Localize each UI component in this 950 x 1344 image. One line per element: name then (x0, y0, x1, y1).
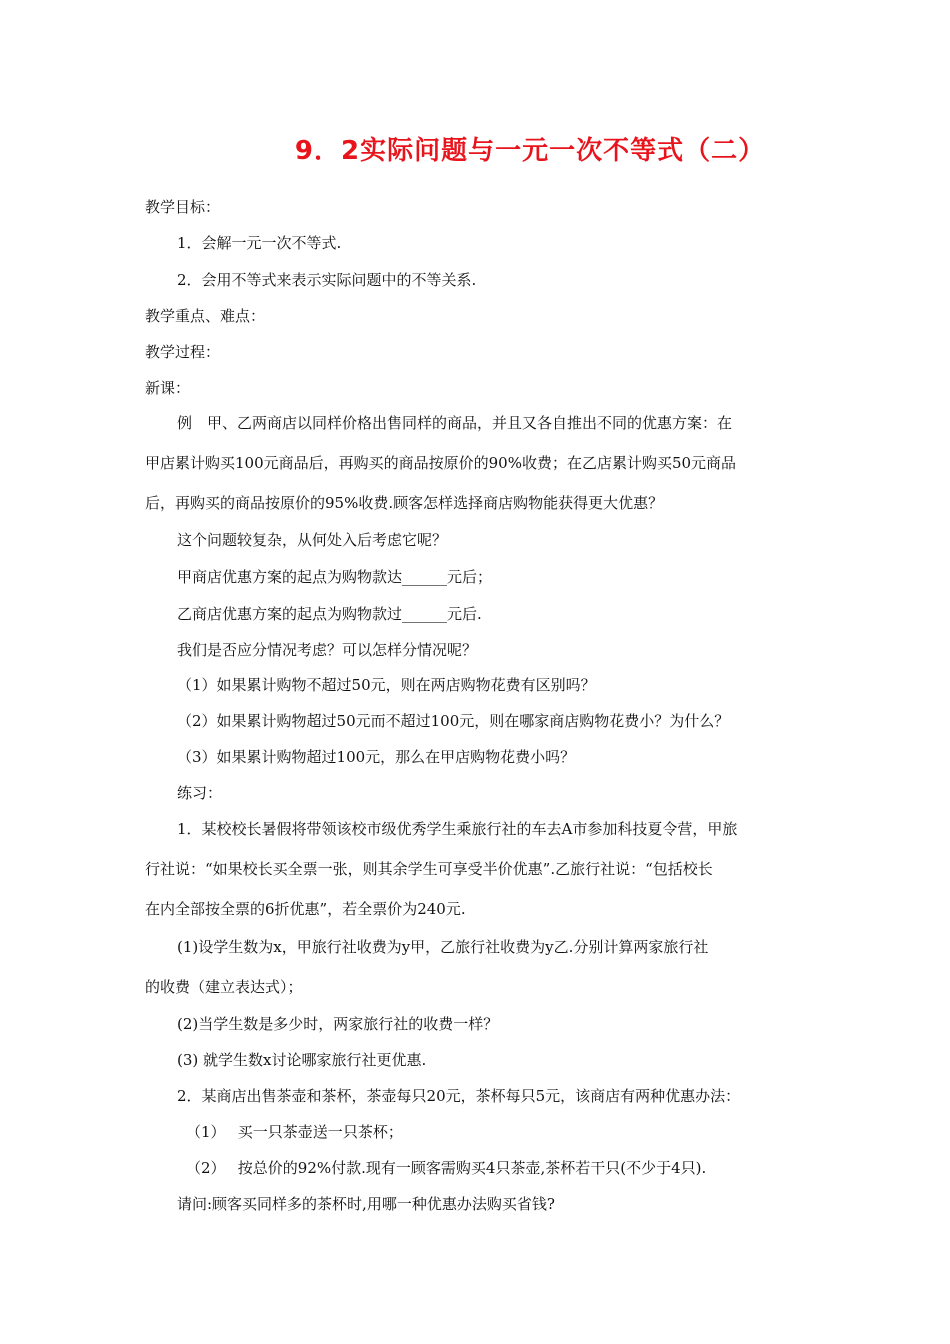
section-heading-process: 教学过程： (145, 343, 221, 361)
exercise-1-subquestion: (3) 就学生数x讨论哪家旅行社更优惠. (177, 1051, 427, 1069)
section-heading-key-points: 教学重点、难点： (145, 307, 266, 325)
example-paragraph-line: 例 甲、乙两商店以同样价格出售同样的商品，并且又各自推出不同的优惠方案：在 (177, 414, 733, 432)
case-item-3: （3）如果累计购物超过100元，那么在甲店购物花费小吗？ (177, 748, 576, 766)
exercise-1-subquestion: (2)当学生数是多少时，两家旅行社的收费一样？ (177, 1015, 499, 1033)
question-line: 这个问题较复杂，从何处入后考虑它呢？ (177, 531, 448, 549)
case-item-1: （1）如果累计购物不超过50元，则在两店购物花费有区别吗？ (177, 676, 596, 694)
exercise-1-subquestion: (1)设学生数为x，甲旅行社收费为y甲，乙旅行社收费为y乙.分别计算两家旅行社 (177, 938, 709, 956)
exercise-2-option: （1） 买一只茶壶送一只茶杯； (186, 1123, 403, 1141)
example-paragraph-line: 后，再购买的商品按原价的95%收费.顾客怎样选择商店购物能获得更大优惠？ (145, 494, 664, 512)
section-heading-new-lesson: 新课： (145, 379, 191, 397)
question-line: 我们是否应分情况考虑？可以怎样分情况呢？ (177, 641, 478, 659)
exercise-2-option: （2） 按总价的92%付款.现有一顾客需购买4只茶壶,茶杯若干只(不少于4只). (186, 1159, 707, 1177)
exercise-1-line: 在内全部按全票的6折优惠”，若全票价为240元. (145, 900, 466, 918)
goal-item-2: 2．会用不等式来表示实际问题中的不等关系. (177, 271, 477, 289)
section-heading-exercise: 练习： (177, 784, 223, 802)
case-item-2: （2）如果累计购物超过50元而不超过100元，则在哪家商店购物花费小？为什么？ (177, 712, 730, 730)
goal-item-1: 1．会解一元一次不等式. (177, 234, 342, 252)
example-paragraph-line: 甲店累计购买100元商品后，再购买的商品按原价的90%收费；在乙店累计购买50元商品 (145, 454, 737, 472)
section-heading-goals: 教学目标： (145, 198, 221, 216)
fill-blank-line: 乙商店优惠方案的起点为购物款过______元后. (177, 605, 482, 623)
exercise-2-line: 2．某商店出售茶壶和茶杯，茶壶每只20元，茶杯每只5元，该商店有两种优惠办法： (177, 1087, 741, 1105)
page-title: 9．2实际问题与一元一次不等式（二） (294, 136, 766, 166)
fill-blank-line: 甲商店优惠方案的起点为购物款达______元后； (177, 568, 493, 586)
exercise-2-question: 请问:顾客买同样多的茶杯时,用哪一种优惠办法购买省钱? (177, 1195, 555, 1213)
exercise-1-subquestion: 的收费（建立表达式）； (145, 978, 303, 996)
exercise-1-line: 1．某校校长暑假将带领该校市级优秀学生乘旅行社的车去A市参加科技夏令营，甲旅 (177, 820, 738, 838)
exercise-1-line: 行社说：“如果校长买全票一张，则其余学生可享受半价优惠”.乙旅行社说：“包括校长 (145, 860, 713, 878)
